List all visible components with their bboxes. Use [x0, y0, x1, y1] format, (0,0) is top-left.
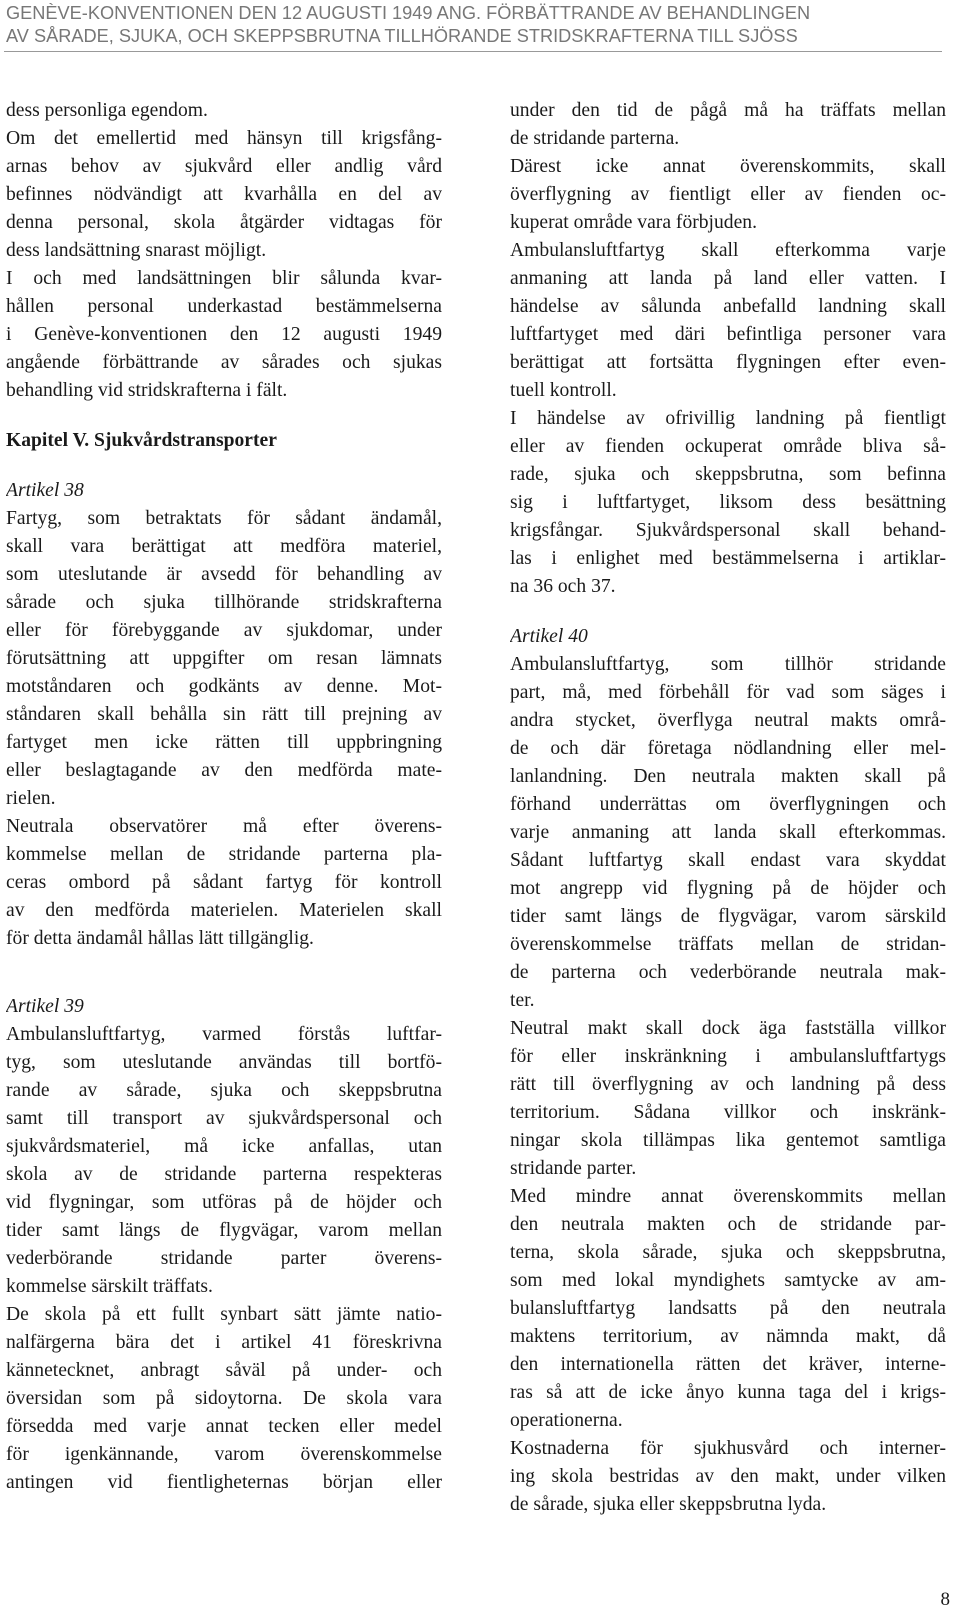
text-line: dess landsättning snarast möjligt.: [6, 240, 267, 261]
text-line: nalfärgerna bära det i artikel 41 föreskrivna: [6, 1332, 442, 1353]
text-line: de parterna och vederbörande neutrala mak-: [510, 962, 946, 983]
text-line: tyg, som uteslutande användas till bortfö-: [6, 1052, 442, 1073]
text-line: mot angrepp vid flygning på de höjder och: [510, 878, 946, 899]
paragraph: [510, 651, 946, 1015]
text-line: Kostnaderna för sjukhusvård och interner-: [510, 1438, 946, 1459]
paragraph: [6, 97, 442, 125]
text-line: kommelse mellan de stridande parterna pla-: [6, 844, 442, 865]
text-line: överenskommelse träffats mellan de stridan-: [510, 934, 946, 955]
text-line: eller för förebyggande av sjukdomar, under: [6, 620, 442, 641]
text-line: denna personal, skola åtgärder vidtagas för: [6, 212, 442, 233]
text-line: av den medförda materielen. Materielen skall: [6, 900, 442, 921]
paragraph: [510, 237, 946, 405]
running-header: [6, 2, 951, 48]
text-line: bulansluftfartyg landsatts på den neutrala: [510, 1298, 946, 1319]
text-line: eller av fienden ockuperat område bliva så-: [510, 436, 946, 457]
text-line: för eller inskränkning i ambulansluftfartygs: [510, 1046, 946, 1067]
text-line: arnas behov av sjukvård eller andlig vård: [6, 156, 442, 177]
article-heading-40: Artikel 40: [510, 626, 588, 647]
paragraph: [510, 1435, 946, 1519]
text-line: sårade och sjuka tillhörande stridskrafterna: [6, 592, 442, 613]
text-line: befinnes nödvändigt att kvarhålla en del av: [6, 184, 442, 205]
text-line: Neutrala observatörer må efter överens-: [6, 816, 442, 837]
text-line: försedda med varje annat tecken eller medel: [6, 1416, 442, 1437]
text-line: terna, skola sårade, sjuka och skeppsbrutna,: [510, 1242, 946, 1263]
text-line: den neutrala makten och de stridande par-: [510, 1214, 946, 1235]
article-heading-39: Artikel 39: [6, 996, 84, 1017]
text-line: na 36 och 37.: [510, 576, 616, 597]
text-line: ter.: [510, 990, 535, 1011]
paragraph: [6, 265, 442, 405]
text-line: eller beslagtagande av den medförda mate-: [6, 760, 442, 781]
text-line: Därest icke annat överenskommits, skall: [510, 156, 946, 177]
text-line: rade, sjuka och skeppsbrutna, som befinna: [510, 464, 946, 485]
text-line: rande av sårade, sjuka och skeppsbrutna: [6, 1080, 442, 1101]
text-line: maktens territorium, av nämnda makt, då: [510, 1326, 946, 1347]
text-line: stridande parter.: [510, 1158, 637, 1179]
paragraph: [510, 405, 946, 601]
text-line: berättigat att fortsätta flygningen efter even-: [510, 352, 946, 373]
text-line: tider samt längs de flygvägar, varom särskild: [510, 906, 946, 927]
text-line: I och med landsättningen blir sålunda kvar-: [6, 268, 442, 289]
text-line: händelse av sålunda anbefalld landning skall: [510, 296, 946, 317]
text-line: dess personliga egendom.: [6, 100, 208, 121]
text-line: ceras ombord på sådant fartyg för kontroll: [6, 872, 442, 893]
article-heading-38: Artikel 38: [6, 480, 84, 501]
text-line: sig i luftfartyget, liksom dess besättning: [510, 492, 946, 513]
text-line: ing skola bestridas av den makt, under vilken: [510, 1466, 946, 1487]
text-line: andra stycket, överflyga neutral makts områ-: [510, 710, 946, 731]
text-line: under den tid de pågå må ha träffats mellan: [510, 100, 946, 121]
text-line: ningar skola tillämpas lika gentemot samtliga: [510, 1130, 946, 1151]
text-line: motståndaren och godkänts av denne. Mot-: [6, 676, 442, 697]
text-line: De skola på ett fullt synbart sätt jämte natio-: [6, 1304, 442, 1325]
text-line: behandling vid stridskrafterna i fält.: [6, 380, 288, 401]
paragraph: [6, 813, 442, 953]
text-line: Ambulansluftfartyg skall efterkomma varje: [510, 240, 946, 261]
text-line: sjukvårdsmateriel, må icke anfallas, utan: [6, 1136, 442, 1157]
text-line: Sådant luftfartyg skall endast vara skyddat: [510, 850, 946, 871]
left-column: [6, 97, 442, 1497]
text-line: lanlandning. Den neutrala makten skall på: [510, 766, 946, 787]
page-number: 8: [940, 1589, 950, 1610]
text-line: kommelse särskilt träffats.: [6, 1276, 213, 1297]
text-line: i Genève-konventionen den 12 augusti 1949: [6, 324, 442, 345]
text-line: skola av de stridande parterna respekteras: [6, 1164, 442, 1185]
text-line: vederbörande stridande parter överens-: [6, 1248, 442, 1269]
right-column: [510, 97, 946, 1519]
text-line: antingen vid fientligheternas början eller: [6, 1472, 442, 1493]
header-rule: [4, 51, 942, 52]
text-line: kuperat område vara förbjuden.: [510, 212, 757, 233]
running-header-line-2: AV SÅRADE, SJUKA, OCH SKEPPSBRUTNA TILLHÖRANDE STRIDSKRAFTERNA TILL SJÖSS: [6, 26, 798, 46]
text-line: Neutral makt skall dock äga fastställa villkor: [510, 1018, 946, 1039]
text-line: de sårade, sjuka eller skeppsbrutna lyda.: [510, 1494, 827, 1515]
text-line: vid flygningar, som utföras på de höjder och: [6, 1192, 442, 1213]
text-line: Ambulansluftfartyg, varmed förstås luftfar-: [6, 1024, 442, 1045]
text-line: som med lokal myndighets samtycke av am-: [510, 1270, 946, 1291]
text-line: luftfartyget med däri befintliga personer vara: [510, 324, 946, 345]
text-line: överflygning av fientligt eller av fienden oc-: [510, 184, 946, 205]
text-line: för detta ändamål hållas lätt tillgänglig.: [6, 928, 314, 949]
text-line: rätt till överflygning av och landning på dess: [510, 1074, 946, 1095]
text-line: I händelse av ofrivillig landning på fientligt: [510, 408, 946, 429]
text-line: de stridande parterna.: [510, 128, 680, 149]
text-line: som uteslutande är avsedd för behandling av: [6, 564, 442, 585]
text-line: tider samt längs de flygvägar, varom mellan: [6, 1220, 442, 1241]
paragraph: [6, 505, 442, 813]
paragraph: [6, 1021, 442, 1301]
text-line: Om det emellertid med hänsyn till krigsfång-: [6, 128, 442, 149]
text-line: hållen personal underkastad bestämmelserna: [6, 296, 442, 317]
text-line: fartyget men icke rätten till uppbringning: [6, 732, 442, 753]
text-line: part, må, med förbehåll för vad som säges i: [510, 682, 946, 703]
text-line: tuell kontroll.: [510, 380, 617, 401]
text-line: för igenkännande, varom överenskommelse: [6, 1444, 442, 1465]
paragraph: [510, 153, 946, 237]
paragraph: [6, 125, 442, 265]
paragraph: [510, 97, 946, 153]
text-line: rielen.: [6, 788, 56, 809]
text-line: kännetecknet, anbragt såväl på under- och: [6, 1360, 442, 1381]
paragraph: [6, 1301, 442, 1497]
text-line: angående förbättrande av sårades och sjukas: [6, 352, 442, 373]
text-line: Med mindre annat överenskommits mellan: [510, 1186, 946, 1207]
text-line: den internationella rätten det kräver, interne-: [510, 1354, 946, 1375]
text-line: förutsättning att uppgifter om resan lämnats: [6, 648, 442, 669]
text-line: operationerna.: [510, 1410, 623, 1431]
text-line: samt till transport av sjukvårdspersonal och: [6, 1108, 442, 1129]
text-line: las i enlighet med bestämmelserna i artiklar-: [510, 548, 946, 569]
text-line: de och där företaga nödlandning eller mel-: [510, 738, 946, 759]
text-line: översidan som på sidoytorna. De skola vara: [6, 1388, 442, 1409]
paragraph: [510, 1015, 946, 1183]
text-line: territorium. Sådana villkor och inskränk-: [510, 1102, 946, 1123]
text-line: krigsfångar. Sjukvårdspersonal skall behand-: [510, 520, 946, 541]
text-line: skall vara berättigat att medföra materiel,: [6, 536, 442, 557]
running-header-line-1: GENÈVE-KONVENTIONEN DEN 12 AUGUSTI 1949 ANG. FÖRBÄTTRANDE AV BEHANDLINGEN: [6, 3, 811, 23]
text-line: anmaning att landa på land eller vatten. I: [510, 268, 946, 289]
text-line: Ambulansluftfartyg, som tillhör stridande: [510, 654, 946, 675]
text-line: ras så att de icke ånyo kunna taga del i krigs-: [510, 1382, 946, 1403]
text-line: Fartyg, som betraktats för sådant ändamål,: [6, 508, 442, 529]
chapter-heading: Kapitel V. Sjukvårdstransporter: [6, 430, 277, 451]
text-line: ståndaren skall behålla sin rätt till prejning av: [6, 704, 442, 725]
text-line: förhand underrättas om överflygningen och: [510, 794, 946, 815]
paragraph: [510, 1183, 946, 1435]
text-line: varje anmaning att landa skall efterkommas.: [510, 822, 946, 843]
